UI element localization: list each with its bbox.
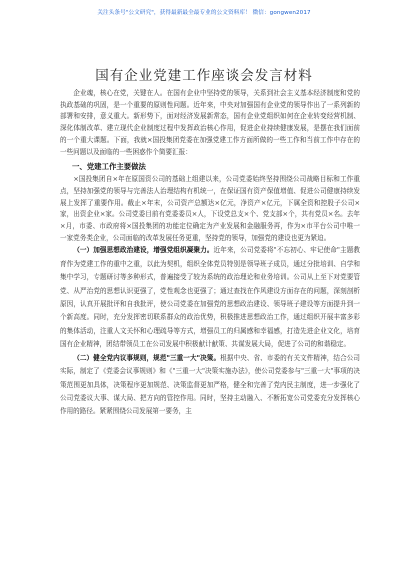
section-heading: 一、党建工作主要做法 bbox=[72, 162, 146, 172]
subsection-1 bbox=[60, 244, 360, 351]
subsection-1-text: 近年来，公司党委将"不忘初心、牢记使命"主题教育作为党建工作的重中之重，以此为契机，组织全体党员特别是领导班子成员，通过分批培训、自学和集中学习，专题研讨等多种形式，普遍接受了较为系统的政治理论和业务培训。公司从上至下对党要管党、从严治党的思想认识更强了，党性观念也更强了；通过查找在作风建设方面存在的问题，深刻剖析原因，认真开展批评和自我批评，使公司党委在加强党的思想政治建设、领导班子建设等方面提升到一个新高度。同时，充分发挥密切联系群众的政治优势，积极推进思想政治工作，通过组织开展丰富多彩的集体活动，注重人文关怀和心理疏导等方式，增强员工的归属感和幸福感，打造先进企业文化，培育国有企业精神，团结带领员工在公司发展中积极献计献策、共谋发展大局，促进了公司的和谐稳定。 bbox=[60, 246, 360, 349]
intro-paragraph: 企业魂，核心在党，关键在人。在国有企业中坚持党的领导，关系到社会主义基本经济制度和党的执政基础的巩固，是一个重要的原则性问题。近年来，中央对加强国有企业党的领导作出了一系列新的部署和安排，意义重大。新形势下，面对经济发展新常态，国有企业党组织如何在企业转变经营机制、深化体制改革、建立现代企业制度过程中发挥政治核心作用，促进企业持续健康发展，是摆在我们面前的一个重大课题。下面，我就×国投集团党委在加强党建工作方面所做的一些工作和当前工作中存在的一些问题以及面临的一些困惑作个简要汇报： bbox=[60, 89, 360, 156]
subsection-1-heading: （一）加强思想政治建设，增强党组织凝聚力。 bbox=[73, 246, 214, 255]
subsection-2-heading: （二）健全党内议事规则，规范"三重一大"决策。 bbox=[73, 353, 221, 362]
subsection-2 bbox=[60, 352, 360, 419]
page-title: 国有企业党建工作座谈会发言材料 bbox=[95, 68, 313, 84]
document-body bbox=[60, 88, 360, 419]
header-banner[interactable]: 关注头条号"公文研究"，获得最新最全最专业的公文资料库！ 微信：gongwen2017 bbox=[97, 10, 311, 16]
subsection-2-text: 根据中央、省、市委的有关文件精神，结合公司实际，制定了《党委会议事规则》和《"三重一大"决策实施办法》，使公司党委参与"三重一大"事项的决策范围更加具体，决策程序更加规范、决策监督更加严格，健全和完善了党内民主制度，进一步强化了公司党委议大事、谋大局、把方向的管控作用。同时，坚持主动融入、不断拓宽公司党委充分发挥核心作用的路径。紧紧围绕公司发展第一要务，主 bbox=[60, 353, 361, 416]
section-paragraph: ×国投集团自×年在原国资公司的基础上组建以来，公司党委始终坚持围绕公司战略目标和工作重点，坚持加强党的领导与完善法人治理结构有机统一，在保证国有资产保值增值、促进公司健康持续发展上发挥了重要作用。截止×年末，公司资产总额达×亿元，净资产×亿元，下属全资和控股子公司×家，出资企业×家。公司党委目前有党委委员×人，下设党总支×个、党支部×个，共有党员×名。去年×月，市委、市政府将×国投集团的功能定位确定为产业发展和金融服务再，作为×市平台公司中唯一一家党务类企业，公司面临的改革发展任务更重，坚持党的领导，加强党的建设也更为紧迫。 bbox=[60, 175, 360, 242]
